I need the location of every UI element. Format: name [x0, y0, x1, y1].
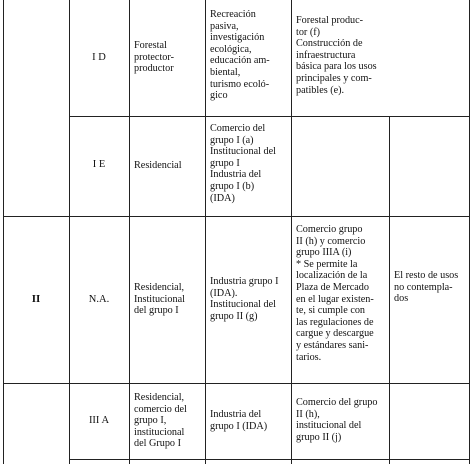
compatible-use-cell: Industria grupo I (IDA). Institucional del grupo II (g): [210, 276, 279, 322]
column-divider: [291, 0, 292, 464]
column-divider: [205, 0, 206, 464]
zone-cell: I E: [92, 159, 106, 170]
compatible-use-cell: Comercio del grupo I (a) Institucional del grupo I Industria del grupo I (b) (IDA): [210, 123, 276, 204]
compatible-use-cell: Recreación pasiva, investigación ecológica, educación am- biental, turismo ecoló- gico: [210, 9, 270, 102]
compatible-use-cell: Industria del grupo I (IDA): [210, 409, 268, 432]
principal-use-cell: Residencial: [134, 160, 182, 171]
conditional-use-cell: Comercio grupo II (h) y comercio grupo IIIA (i) * Se permite la localización de la Plaza de Mercado en el lugar existen- te, si cumple con las regulaciones de cargue y descargue y estándares sani- tarios.: [296, 224, 374, 363]
prohibited-use-cell: El resto de usos no contempla- dos: [394, 270, 459, 305]
column-divider: [69, 0, 70, 464]
conditional-use-cell: Comercio del grupo II (h), institucional del grupo II (j): [296, 397, 378, 443]
principal-use-cell: Forestal protector- productor: [134, 40, 174, 75]
zone-cell: III A: [88, 415, 110, 426]
table-border-left: [3, 0, 4, 464]
table-border-right: [469, 0, 470, 464]
zone-cell: N.A.: [88, 294, 110, 305]
row-divider: [3, 216, 470, 217]
row-divider: [69, 116, 470, 117]
column-divider: [389, 116, 390, 464]
conditional-use-cell: Forestal produc- tor (f) Construcción de infraestructura básica para los usos principales y com- patibles (e).: [296, 15, 377, 96]
column-divider: [129, 0, 130, 464]
row-divider: [69, 459, 470, 460]
principal-use-cell: Residencial, Institucional del grupo I: [134, 282, 185, 317]
principal-use-cell: Residencial, comercio del grupo I, institucional del Grupo I: [134, 392, 187, 450]
zone-cell: I D: [92, 52, 106, 63]
group-cell: II: [31, 293, 41, 305]
row-divider: [3, 383, 470, 384]
